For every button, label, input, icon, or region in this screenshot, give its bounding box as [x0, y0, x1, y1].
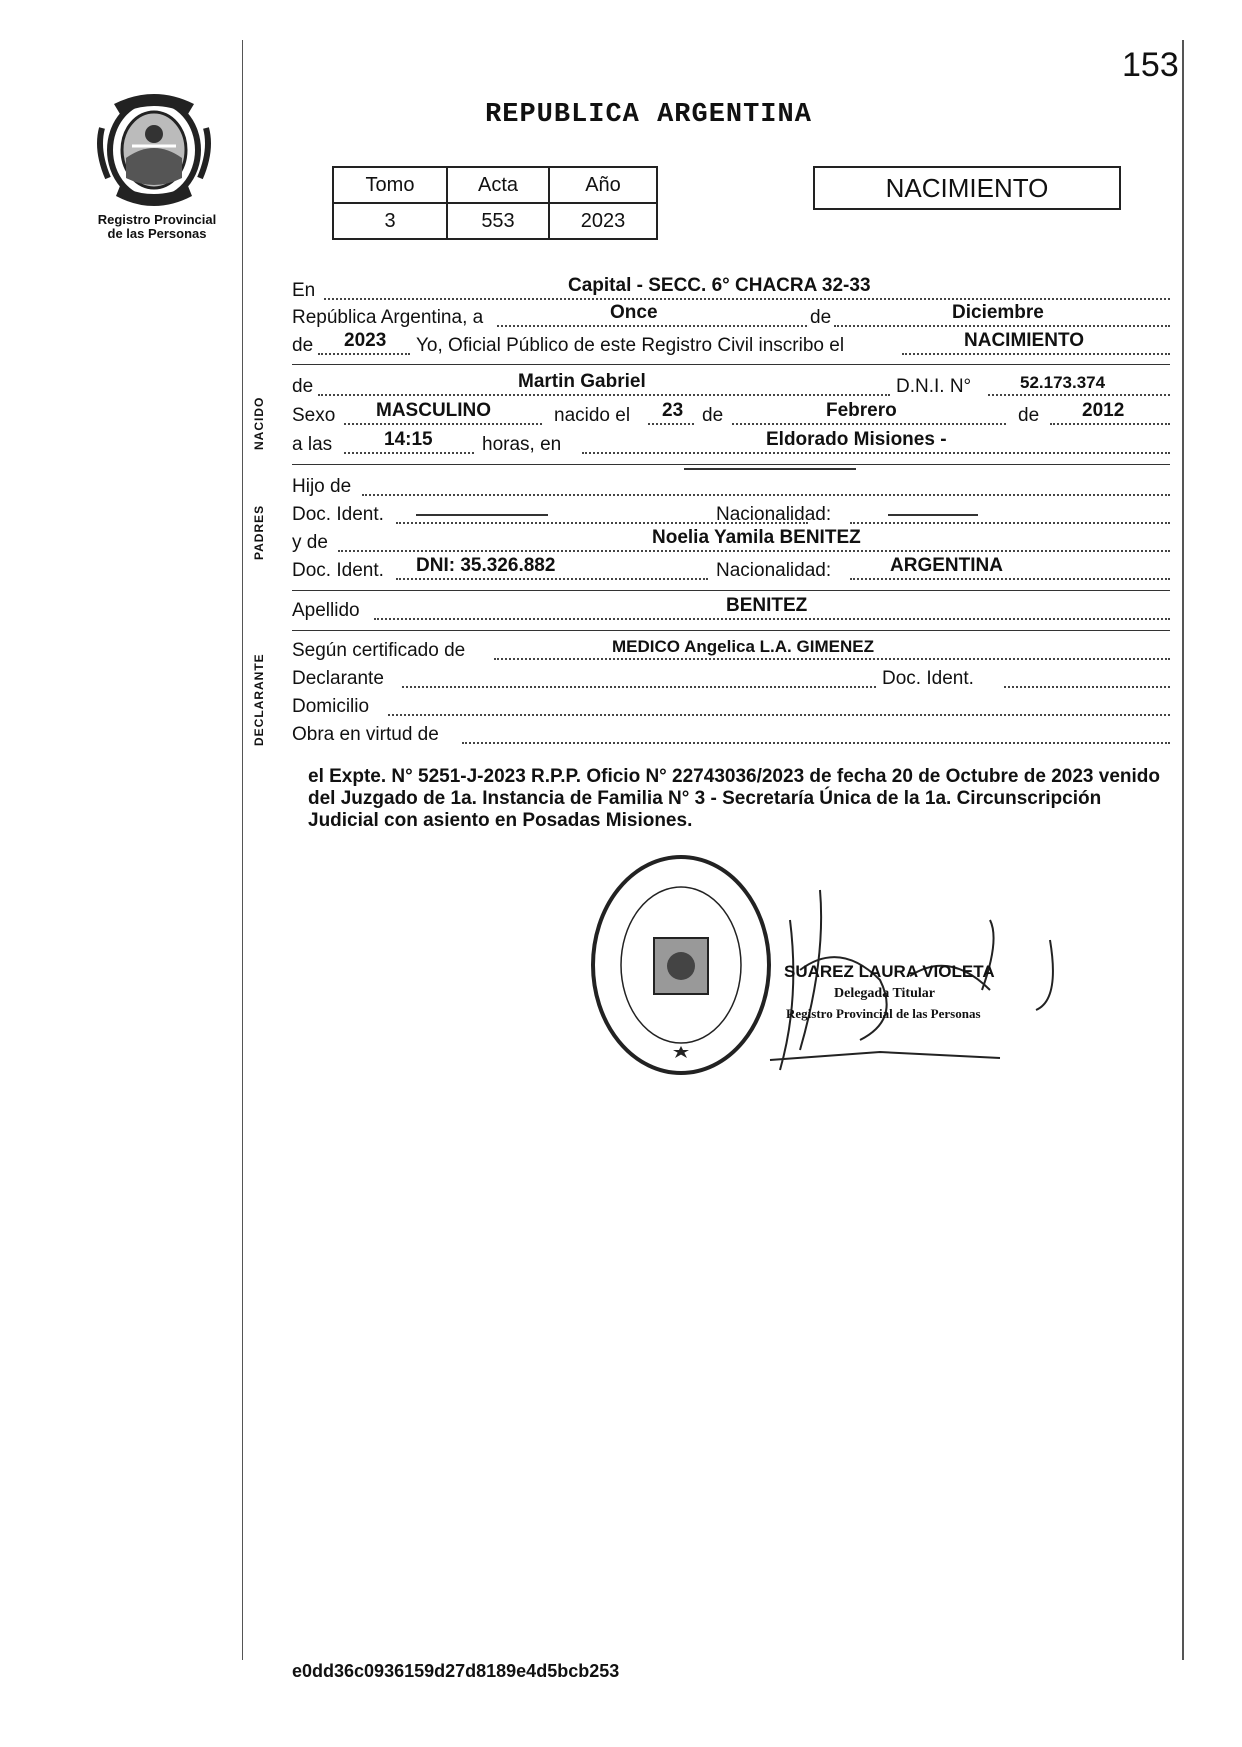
row-republica: [292, 303, 1170, 333]
madre-doc-value: DNI: 35.326.882: [416, 555, 556, 576]
signature-name: SUAREZ LAURA VIOLETA: [784, 962, 995, 981]
padre-nac-redacted-line: [888, 514, 978, 516]
padre-doc-label: Doc. Ident.: [292, 504, 384, 525]
madre-doc-dots: [396, 578, 708, 580]
nacido-dni-value: 52.173.374: [1020, 373, 1106, 392]
sexo-label: Sexo: [292, 405, 336, 426]
row-domicilio: [292, 692, 1170, 722]
side-label-declarante: DECLARANTE: [252, 653, 266, 746]
separator-nacido: [292, 464, 1170, 465]
logo-caption-line2: de las Personas: [107, 226, 207, 241]
padre-nacionalidad-label: Nacionalidad:: [716, 504, 832, 525]
row-padre-doc: [292, 500, 1170, 530]
nacido-de-label3: de: [1018, 405, 1040, 426]
mes-dots: [834, 325, 1170, 327]
inscribe-value: NACIMIENTO: [964, 330, 1084, 351]
acta-value: 553: [447, 203, 549, 239]
a-las-label: a las: [292, 434, 333, 455]
registro-header-row: [333, 167, 657, 203]
sexo-dots: [344, 423, 542, 425]
anio-header: Año: [549, 167, 657, 203]
row-obra: [292, 720, 1170, 750]
registro-table: [332, 166, 658, 240]
row-hora: [292, 430, 1170, 460]
dia-dots: [497, 325, 807, 327]
nacido-el-label: nacido el: [554, 405, 631, 426]
nombre-dots: [318, 394, 890, 396]
page-number: 153: [1122, 46, 1179, 84]
domicilio-dots: [388, 714, 1170, 716]
sexo-value: MASCULINO: [376, 400, 492, 421]
left-margin-line: [242, 40, 243, 1660]
document-title: REPUBLICA ARGENTINA: [485, 100, 812, 130]
certificado-value: MEDICO Angelica L.A. GIMENEZ: [612, 637, 874, 656]
anio-dots: [318, 353, 410, 355]
lugar-nac-dots: [582, 452, 1170, 454]
y-de-dots: [338, 550, 1170, 552]
side-label-nacido: NACIDO: [252, 396, 266, 450]
tomo-header: Tomo: [333, 167, 447, 203]
tipo-acta-box: NACIMIENTO: [813, 166, 1121, 210]
obra-label: Obra en virtud de: [292, 724, 439, 745]
acta-anio-value: 2023: [344, 330, 387, 351]
nacido-de-label: de: [292, 376, 314, 397]
nacido-mes-value: Febrero: [826, 400, 897, 421]
row-sexo: [292, 401, 1170, 431]
segun-dots: [494, 658, 1170, 660]
madre-nac-dots: [850, 578, 1170, 580]
separator-apellido: [292, 630, 1170, 631]
apellido-value: BENITEZ: [726, 595, 808, 616]
oficial-registro-seal-icon: [586, 850, 776, 1080]
nacido-anio-value: 2012: [1082, 400, 1125, 421]
dni-dots: [988, 394, 1170, 396]
en-dots: [324, 298, 1170, 300]
logo-caption-line1: Registro Provincial: [97, 212, 217, 227]
mes-value: Diciembre: [952, 302, 1044, 323]
de-label: de: [810, 307, 832, 328]
separator-acta: [292, 364, 1170, 365]
nacido-de-label2: de: [702, 405, 724, 426]
republica-label: República Argentina, a: [292, 307, 484, 328]
obra-note: el Expte. N° 5251-J-2023 R.P.P. Oficio N° 22743036/2023 de fecha 20 de Octubre de 2023 venido del Juzgado de 1a. Instancia de Familia N° 3 - Secretaría Única de la 1a. Circunscripción Judicial con asiento en Posadas Misiones.: [308, 766, 1160, 831]
right-margin-line: [1182, 40, 1184, 1660]
hora-dots: [344, 452, 474, 454]
segun-label: Según certificado de: [292, 640, 466, 661]
madre-nacionalidad-label: Nacionalidad:: [716, 560, 832, 581]
hijo-de-label: Hijo de: [292, 476, 352, 497]
tomo-value: 3: [333, 203, 447, 239]
y-de-label: y de: [292, 532, 328, 553]
row-declarante: [292, 664, 1170, 694]
row-madre-doc: [292, 556, 1170, 586]
madre-doc-label: Doc. Ident.: [292, 560, 384, 581]
nacido-lugar-value: Eldorado Misiones -: [766, 429, 947, 450]
padre-redacted-line: [684, 468, 856, 470]
madre-nombre-value: Noelia Yamila BENITEZ: [652, 527, 861, 548]
declarante-dots: [402, 686, 876, 688]
padre-nac-dots: [850, 522, 1170, 524]
apellido-dots: [374, 618, 1170, 620]
separator-padres: [292, 590, 1170, 591]
row-anio: de 2023 Yo, Oficial Público de este Registro Civil inscribo el NACIMIENTO: [292, 331, 1170, 361]
domicilio-label: Domicilio: [292, 696, 370, 717]
row-nacido-nombre: [292, 372, 1170, 402]
declarante-doc-dots: [1004, 686, 1170, 688]
lugar-value: Capital - SECC. 6° CHACRA 32-33: [568, 275, 871, 296]
row-segun: [292, 636, 1170, 666]
dia-value: Once: [610, 302, 658, 323]
nac-anio-dots: [1050, 423, 1170, 425]
side-label-padres: PADRES: [252, 504, 266, 560]
nac-mes-dots: [732, 423, 1006, 425]
hora-value: 14:15: [384, 429, 433, 450]
provincia-de-misiones-seal-icon: [92, 88, 216, 218]
logo-caption: [62, 213, 252, 241]
registro-value-row: [333, 203, 657, 239]
apellido-label: Apellido: [292, 600, 360, 621]
obra-dots: [462, 742, 1170, 744]
padre-doc-redacted-line: [416, 514, 548, 516]
declarante-label: Declarante: [292, 668, 384, 689]
en-label: En: [292, 280, 316, 301]
document-hash: e0dd36c0936159d27d8189e4d5bcb253: [292, 1661, 620, 1681]
yo-label: Yo, Oficial Público de este Registro Civil inscribo el: [416, 335, 845, 356]
inscribe-dots: [902, 353, 1170, 355]
row-hijo-de: [292, 472, 1170, 502]
nacido-dia-value: 23: [662, 400, 684, 421]
acta-header: Acta: [447, 167, 549, 203]
signature-org: Registro Provincial de las Personas: [786, 1006, 981, 1021]
dni-label: D.N.I. N°: [896, 376, 972, 397]
declarante-doc-label: Doc. Ident.: [882, 668, 974, 689]
madre-nacionalidad-value: ARGENTINA: [890, 555, 1003, 576]
nac-dia-dots: [648, 423, 694, 425]
nacido-nombre-value: Martin Gabriel: [518, 371, 646, 392]
hijo-de-dots: [362, 494, 1170, 496]
anio-value: 2023: [549, 203, 657, 239]
horas-en-label: horas, en: [482, 434, 562, 455]
row-apellido: [292, 596, 1170, 626]
signature-title: Delegada Titular: [834, 986, 935, 1001]
row-y-de: [292, 528, 1170, 558]
